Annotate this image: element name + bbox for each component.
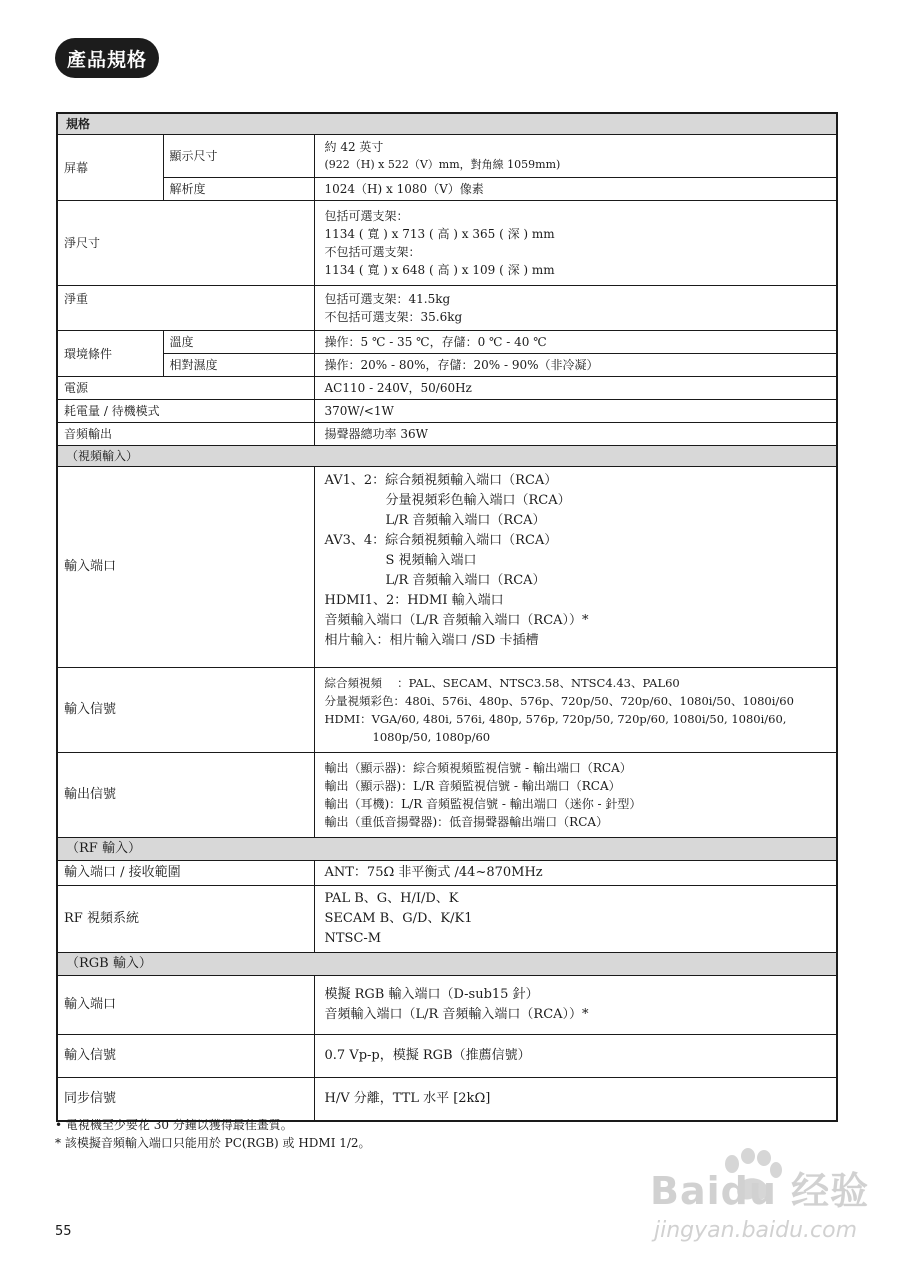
row-value-net-size — [314, 201, 837, 286]
row-value-temperature: 操作：5 ℃ - 35 ℃，存儲：0 ℃ - 40 ℃ — [314, 331, 837, 354]
value-line: 模擬 RGB 輸入端口（D-sub15 針） — [324, 987, 539, 1002]
value-line: AV3、4：綜合頻視頻輸入端口（RCA） — [324, 533, 558, 548]
row-label-consumption: 耗電量 / 待機模式 — [57, 400, 314, 423]
section-header-specs — [57, 113, 837, 135]
watermark-url: jingyan.baidu.com — [654, 1218, 858, 1243]
row-value-rf-system — [314, 886, 837, 953]
value-line: 輸出（顯示器)：綜合頻視頻監視信號 - 輸出端口（RCA） — [324, 761, 632, 775]
value-line: 音頻輸入端口（L/R 音頻輸入端口（RCA））* — [324, 613, 589, 628]
row-label-rgb-sync: 同步信號 — [57, 1078, 314, 1122]
value-line: 輸出（顯示器)：L/R 音頻監視信號 - 輸出端口（RCA） — [324, 779, 621, 793]
table-row — [57, 286, 837, 331]
value-line: S 視頻輸入端口 — [385, 553, 477, 568]
value-line: AV1、2：綜合頻視頻輸入端口（RCA） — [324, 473, 558, 488]
value-line: HDMI：VGA/60, 480i, 576i, 480p, 576p, 720p/50, 720p/60, 1080i/50, 1080i/60, — [324, 712, 787, 726]
value-line: 包括可選支架：41.5kg — [324, 292, 451, 306]
value-line: 音頻輸入端口（L/R 音頻輸入端口（RCA））* — [324, 1007, 589, 1022]
value-line: 分量視頻彩色輸入端口（RCA） — [385, 493, 571, 508]
row-value-audio-out: 揚聲器總功率 36W — [314, 423, 837, 446]
row-value-rgb-sync: H/V 分離，TTL 水平 [2kΩ] — [314, 1078, 837, 1122]
table-row — [57, 423, 837, 446]
value-line: NTSC-M — [324, 931, 382, 946]
value-line: 1134 ( 寬 ) x 648 ( 高 ) x 109 ( 深 ) mm — [324, 263, 555, 277]
table-row — [57, 467, 837, 668]
table-row — [57, 886, 837, 953]
watermark — [640, 1148, 880, 1268]
table-row — [57, 976, 837, 1035]
table-row — [57, 201, 837, 286]
page-number: 55 — [55, 1224, 72, 1239]
row-value-video-signals — [314, 668, 837, 753]
row-label-video-signals: 輸入信號 — [57, 668, 314, 753]
page-title: 產品規格 — [55, 38, 159, 78]
table-row — [57, 178, 837, 201]
value-line: (922（H) x 522（V）mm，對角線 1059mm) — [324, 158, 561, 171]
value-line: 輸出（重低音揚聲器)：低音揚聲器輸出端口（RCA） — [324, 815, 609, 829]
footnote: * 該模擬音頻輸入端口只能用於 PC(RGB) 或 HDMI 1/2。 — [55, 1136, 371, 1150]
row-value-rf-port: ANT：75Ω 非平衡式 /44~870MHz — [314, 861, 837, 886]
table-row — [57, 135, 837, 178]
value-line: 相片輸入：相片輸入端口 /SD 卡插槽 — [324, 633, 539, 648]
section-label: （視頻輸入） — [57, 446, 837, 467]
value-line: HDMI1、2：HDMI 輸入端口 — [324, 593, 504, 608]
row-value-power: AC110 - 240V，50/60Hz — [314, 377, 837, 400]
row-sublabel-humidity: 相對濕度 — [163, 354, 314, 377]
section-header-video — [57, 446, 837, 467]
row-label-video-ports: 輸入端口 — [57, 467, 314, 668]
section-header-rf — [57, 838, 837, 861]
table-row — [57, 1078, 837, 1122]
row-value-video-outputs — [314, 753, 837, 838]
row-value-resolution: 1024（H) x 1080（V）像素 — [314, 178, 837, 201]
table-row — [57, 753, 837, 838]
watermark-logo: Baidu 经验 — [650, 1169, 870, 1213]
table-row — [57, 400, 837, 423]
row-label-video-outputs: 輸出信號 — [57, 753, 314, 838]
row-sublabel-size: 顯示尺寸 — [163, 135, 314, 178]
table-row — [57, 861, 837, 886]
row-label-net-size: 淨尺寸 — [57, 201, 314, 286]
row-label-audio-out: 音頻輸出 — [57, 423, 314, 446]
row-value-consumption: 370W/<1W — [314, 400, 837, 423]
row-value-rgb-port — [314, 976, 837, 1035]
row-label-power: 電源 — [57, 377, 314, 400]
row-value-video-ports — [314, 467, 837, 668]
value-line: 包括可選支架： — [324, 209, 409, 223]
section-label: 規格 — [57, 113, 837, 135]
row-value-rgb-signal: 0.7 Vp-p，模擬 RGB（推薦信號） — [314, 1035, 837, 1078]
section-label: （RGB 輸入） — [57, 953, 837, 976]
footnote: • 電視機至少要花 30 分鐘以獲得最佳畫質。 — [55, 1118, 293, 1132]
value-line: 分量視頻彩色：480i、576i、480p、576p、720p/50、720p/60、1080i/50、1080i/60 — [324, 694, 794, 708]
table-row — [57, 668, 837, 753]
value-line: 輸出（耳機)：L/R 音頻監視信號 - 輸出端口（迷你 - 針型） — [324, 797, 642, 811]
value-line: 1134 ( 寬 ) x 713 ( 高 ) x 365 ( 深 ) mm — [324, 227, 555, 241]
value-line: L/R 音頻輸入端口（RCA） — [385, 573, 546, 588]
row-label-rgb-signal: 輸入信號 — [57, 1035, 314, 1078]
row-value-size — [314, 135, 837, 178]
spec-table — [56, 112, 838, 1122]
row-label-environment: 環境條件 — [57, 331, 163, 377]
value-line: 1080p/50, 1080p/60 — [372, 730, 491, 744]
row-label-rgb-port: 輸入端口 — [57, 976, 314, 1035]
row-sublabel-temperature: 溫度 — [163, 331, 314, 354]
value-line: 綜合頻視頻 ：PAL、SECAM、NTSC3.58、NTSC4.43、PAL60 — [324, 676, 680, 690]
table-row — [57, 377, 837, 400]
row-value-humidity: 操作：20% - 80%，存儲：20% - 90%（非冷凝） — [314, 354, 837, 377]
value-line: 不包括可選支架： — [324, 245, 421, 259]
table-row — [57, 1035, 837, 1078]
row-label-rf-system: RF 視頻系統 — [57, 886, 314, 953]
value-line: SECAM B、G/D、K/K1 — [324, 911, 473, 926]
row-label-screen: 屏幕 — [57, 135, 163, 201]
table-row — [57, 331, 837, 354]
section-header-rgb — [57, 953, 837, 976]
row-label-rf-port: 輸入端口 / 接收範圍 — [57, 861, 314, 886]
value-line: PAL B、G、H/I/D、K — [324, 891, 459, 906]
footnotes — [55, 1116, 371, 1152]
row-sublabel-resolution: 解析度 — [163, 178, 314, 201]
row-value-net-weight — [314, 286, 837, 331]
table-row — [57, 354, 837, 377]
value-line: L/R 音頻輸入端口（RCA） — [385, 513, 546, 528]
value-line: 不包括可選支架：35.6kg — [324, 310, 463, 324]
section-label: （RF 輸入） — [57, 838, 837, 861]
row-label-net-weight: 淨重 — [57, 286, 314, 331]
value-line: 約 42 英寸 — [324, 140, 384, 154]
